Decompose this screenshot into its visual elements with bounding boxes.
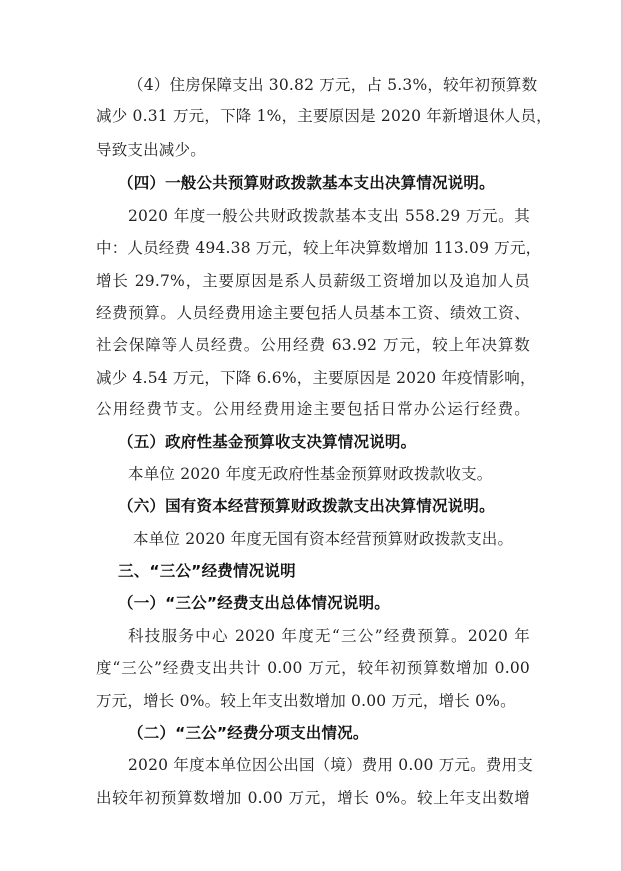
para-government-fund: 本单位 2020 年度无政府性基金预算财政拨款收支。 <box>128 465 493 483</box>
para-state-capital: 本单位 2020 年度无国有资本经营预算财政拨款支出。 <box>133 530 514 548</box>
para-basic-line-3: 增长 29.7%，主要原因是系人员薪级工资增加以及追加人员 <box>96 272 530 290</box>
para-basic-line-5: 社会保障等人员经费。公用经费 63.92 万元，较上年决算数 <box>96 336 530 354</box>
para-overall-line-1: 科技服务中心 2020 年度无“三公”经费预算。2020 年 <box>128 627 530 645</box>
heading-state-capital: （六）国有资本经营预算财政拨款支出决算情况说明。 <box>118 497 495 515</box>
para-housing-line-3: 导致支出减少。 <box>96 141 206 159</box>
para-housing-line-1: （4）住房保障支出 30.82 万元，占 5.3%，较年初预算数 <box>128 76 538 94</box>
para-basic-line-4: 经费预算。人员经费用途主要包括人员基本工资、绩效工资、 <box>96 304 530 322</box>
para-housing-line-2: 减少 0.31 万元，下降 1%，主要原因是 2020 年新增退休人员， <box>96 107 552 125</box>
para-overall-line-2: 度“三公”经费支出共计 0.00 万元，较年初预算数增加 0.00 <box>96 659 530 677</box>
heading-three-public-itemized: （二）“三公”经费分项支出情况。 <box>128 724 369 742</box>
heading-three-public: 三、“三公”经费情况说明 <box>118 562 296 580</box>
heading-three-public-overall: （一）“三公”经费支出总体情况说明。 <box>118 594 390 612</box>
para-basic-line-1: 2020 年度一般公共财政拨款基本支出 558.29 万元。其 <box>128 207 530 225</box>
para-itemized-line-1: 2020 年度本单位因公出国（境）费用 0.00 万元。费用支 <box>128 756 533 774</box>
para-basic-line-7: 公用经费节支。公用经费用途主要包括日常办公运行经费。 <box>96 400 530 418</box>
para-basic-line-2: 中：人员经费 494.38 万元，较上年决算数增加 113.09 万元， <box>96 239 542 257</box>
heading-basic-expenditure: （四）一般公共预算财政拨款基本支出决算情况说明。 <box>118 174 495 192</box>
heading-government-fund: （五）政府性基金预算收支决算情况说明。 <box>118 433 417 451</box>
para-itemized-line-2: 出较年初预算数增加 0.00 万元，增长 0%。较上年支出数增 <box>96 789 530 807</box>
para-basic-line-6: 减少 4.54 万元，下降 6.6%，主要原因是 2020 年疫情影响， <box>96 369 536 387</box>
para-overall-line-3: 万元，增长 0%。较上年支出数增加 0.00 万元，增长 0%。 <box>96 692 516 710</box>
